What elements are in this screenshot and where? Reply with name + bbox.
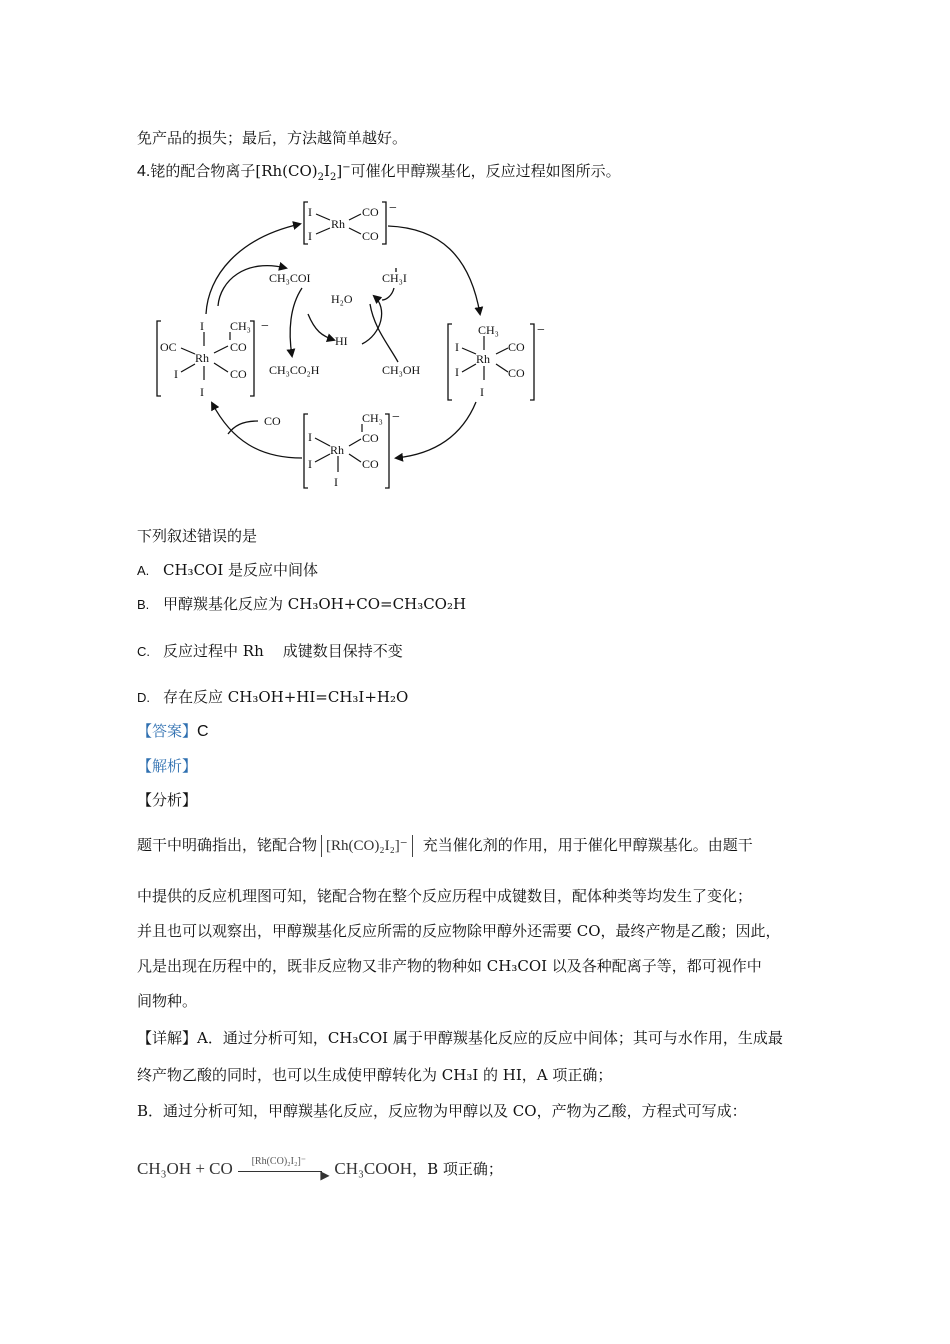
right-charge: − [537, 323, 545, 338]
right-i1: I [455, 340, 459, 354]
top-i2: I [308, 229, 312, 243]
arrow-ch3oh-up [370, 304, 398, 362]
top-charge: − [389, 201, 397, 216]
complex-right [448, 323, 545, 400]
species-hi: HI [335, 334, 348, 348]
option-d-text: 存在反应 CH₃OH+HI=CH₃I+H₂O [163, 688, 409, 706]
arrow-ch3i-link [382, 288, 394, 300]
left-co1: CO [230, 340, 247, 354]
question-4 [137, 160, 621, 183]
answer-value: C [197, 723, 209, 740]
detail-1: 【详解】A．通过分析可知，CH₃COI 属于甲醇羰基化反应的反应中间体；其可与水作用，生成最 [137, 1029, 783, 1047]
right-co2: CO [508, 366, 525, 380]
option-d [137, 686, 408, 709]
option-a-label: A. [137, 563, 150, 578]
option-b-text: 甲醇羰基化反应为 CH₃OH+CO=CH₃CO₂H [163, 595, 467, 613]
equation-lhs: CH₃OH + CO [137, 1159, 233, 1178]
left-i3: I [200, 385, 204, 399]
para-2: 中提供的反应机理图可知，铑配合物在整个反应历程中成键数目，配体种类等均发生了变化； [137, 887, 753, 905]
equation-catalyst: [Rh(CO)₂I₂]⁻ [251, 1156, 307, 1167]
q-sub: 2 [317, 172, 325, 183]
left-i2: I [174, 367, 178, 381]
catalytic-cycle-diagram [150, 196, 570, 496]
para-1 [137, 834, 753, 857]
bottom-rh: Rh [330, 443, 345, 457]
arrow-top-to-right [388, 226, 480, 314]
top-co2: CO [362, 229, 379, 243]
equation-rhs: CH₃COOH [334, 1159, 413, 1178]
option-b-label: B. [137, 597, 150, 612]
bottom-i2: I [308, 457, 312, 471]
left-i1: I [200, 319, 204, 333]
top-rh: Rh [331, 217, 346, 231]
q-i: I [324, 162, 330, 180]
complex-bottom [304, 410, 400, 489]
top-co1: CO [362, 205, 379, 219]
bottom-i1: I [308, 430, 312, 444]
bottom-charge: − [392, 410, 400, 425]
species-ch3oh: CH₃OH [382, 363, 421, 377]
detail-3: B．通过分析可知，甲醇羰基化反应，反应物为甲醇以及 CO，产物为乙酸，方程式可写成： [137, 1102, 747, 1120]
para-5: 间物种。 [137, 992, 198, 1010]
option-c-text: 反应过程中 Rh 成键数目保持不变 [163, 642, 403, 660]
species-ch3i: CH₃I [382, 271, 407, 285]
bottom-co1: CO [362, 431, 379, 445]
right-ch3: CH₃ [478, 323, 499, 337]
detail-2: 终产物乙酸的同时，也可以生成使甲醇转化为 CH₃I 的 HI，A 项正确； [137, 1066, 613, 1084]
left-rh: Rh [195, 351, 210, 365]
answer-tag: 【答案】 [137, 722, 198, 740]
option-a-text: CH₃COI 是反应中间体 [163, 561, 319, 579]
question-stem-post: 可催化甲醇羰基化，反应过程如图所示。 [350, 162, 621, 180]
para-1-pre: 题干中明确指出，铑配合物 [137, 836, 318, 854]
right-i2: I [455, 365, 459, 379]
complex-left [157, 319, 269, 399]
left-ch3: CH₃ [230, 319, 251, 333]
question-stem-pre: 铑的配合物离子[Rh(CO) [150, 162, 318, 180]
equation-arrow [238, 1156, 330, 1182]
right-rh: Rh [476, 352, 491, 366]
text-line-0: 免产品的损失；最后，方法越简单越好。 [137, 129, 408, 147]
prompt: 下列叙述错误的是 [137, 527, 258, 545]
question-number: 4. [137, 163, 151, 180]
fenxi-tag: 【分析】 [137, 791, 198, 809]
right-i3: I [480, 385, 484, 399]
species-ch3co2h: CH₃CO₂H [269, 363, 320, 377]
species-h2o: H₂O [331, 292, 353, 306]
species-co: CO [264, 414, 281, 428]
analysis-tag: 【解析】 [137, 757, 198, 775]
bottom-co2: CO [362, 457, 379, 471]
bottom-i3: I [334, 475, 338, 489]
species-ch3coi: CH₃COI [269, 271, 311, 285]
arrow-hi-to-h2o [362, 296, 382, 344]
option-c [137, 640, 403, 663]
option-d-label: D. [137, 690, 150, 705]
equation-arrow-head: ▶ [320, 1168, 330, 1182]
equation-arrow-line [238, 1171, 322, 1172]
option-a [137, 559, 318, 582]
equation-tail: ，B 项正确； [412, 1160, 503, 1178]
arrow-right-to-bottom [396, 402, 476, 458]
left-charge: − [261, 319, 269, 334]
arrow-left-to-top [206, 224, 300, 314]
option-c-label: C. [137, 644, 150, 659]
para-1-post: 充当催化剂的作用，用于催化甲醇羰基化。由题干 [422, 836, 753, 854]
arrow-bottom-to-left [212, 403, 302, 458]
arrow-to-hi [308, 314, 334, 340]
left-oc: OC [160, 340, 177, 354]
left-co2: CO [230, 367, 247, 381]
q-sub-b: 2 [329, 172, 337, 183]
equation [137, 1158, 503, 1181]
bottom-ch3: CH₃ [362, 411, 383, 425]
top-i1: I [308, 205, 312, 219]
q-bracket: ] [336, 162, 343, 180]
inline-complex-formula: [Rh(CO)₂I₂]⁻ [321, 835, 413, 857]
q-sup: − [342, 162, 351, 173]
arrow-ch3coi-to-ch3co2h [290, 288, 302, 356]
right-co1: CO [508, 340, 525, 354]
complex-top [304, 201, 397, 244]
para-3: 并且也可以观察出，甲醇羰基化反应所需的反应物除甲醇外还需要 CO，最终产物是乙酸；因此， [137, 922, 781, 940]
option-b [137, 593, 466, 616]
para-4: 凡是出现在历程中的，既非反应物又非产物的物种如 CH₃COI 以及各种配离子等，都可视作中 [137, 957, 762, 975]
answer [137, 720, 209, 743]
